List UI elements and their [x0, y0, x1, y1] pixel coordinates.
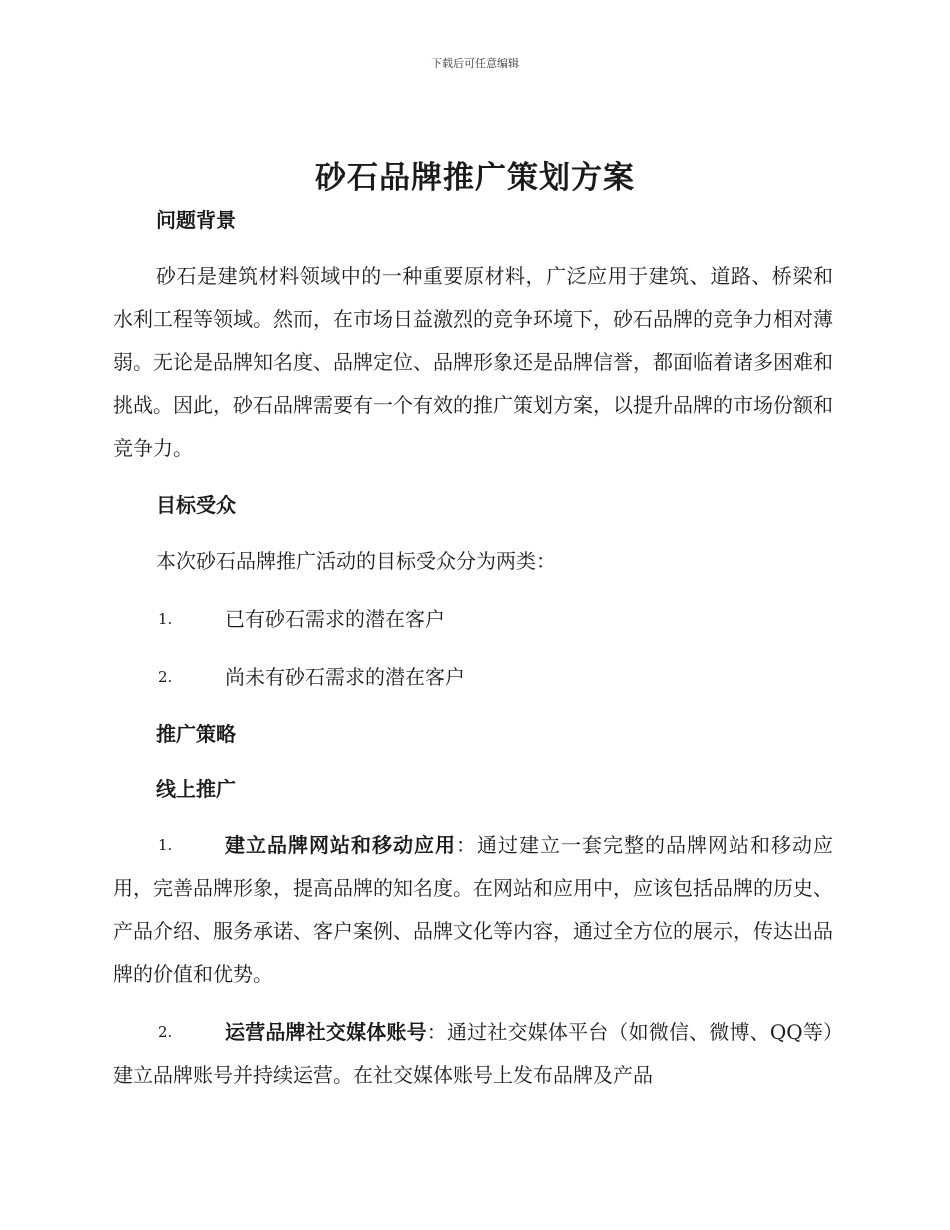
list-number: 1.	[158, 836, 173, 854]
list-number: 2.	[158, 1023, 173, 1041]
list-item	[113, 598, 833, 641]
list-item	[113, 1011, 833, 1097]
subsection-heading-online: 线上推广	[156, 777, 236, 801]
section-heading-background: 问题背景	[156, 208, 236, 232]
section-heading-audience: 目标受众	[156, 493, 236, 517]
list-number: 1.	[158, 610, 173, 628]
background-paragraph: 砂石是建筑材料领域中的一种重要原材料，广泛应用于建筑、道路、桥梁和水利工程等领域。然而，在市场日益激烈的竞争环境下，砂石品牌的竞争力相对薄弱。无论是品牌知名度、品牌定位、品牌形象还是品牌信誉，都面临着诸多困难和挑战。因此，砂石品牌需要有一个有效的推广策划方案，以提升品牌的市场份额和竞争力。	[113, 264, 833, 460]
list-number: 2.	[158, 668, 173, 686]
list-item-text: ：通过社交媒体平台（如微信、微博、QQ等）建立品牌账号并持续运营。在社交媒体账号上发布品牌及产品	[113, 1020, 833, 1087]
list-item-text: 已有砂石需求的潜在客户	[225, 607, 445, 631]
page-title: 砂石品牌推广策划方案	[315, 160, 635, 196]
audience-intro: 本次砂石品牌推广活动的目标受众分为两类：	[156, 549, 556, 573]
document-body	[113, 200, 833, 1112]
list-item-text: 尚未有砂石需求的潜在客户	[225, 665, 465, 689]
list-item	[113, 656, 833, 699]
list-item	[113, 824, 833, 996]
list-item-lead: 运营品牌社交媒体账号	[225, 1020, 427, 1044]
list-item-lead: 建立品牌网站和移动应用	[225, 833, 456, 857]
header-note: 下载后可任意编辑	[431, 57, 519, 70]
section-heading-strategy: 推广策略	[156, 722, 236, 746]
list-item-text: ：通过建立一套完整的品牌网站和移动应用，完善品牌形象，提高品牌的知名度。在网站和应用中，应该包括品牌的历史、产品介绍、服务承诺、客户案例、品牌文化等内容，通过全方位的展示，传达出品牌的价值和优势。	[113, 833, 833, 986]
